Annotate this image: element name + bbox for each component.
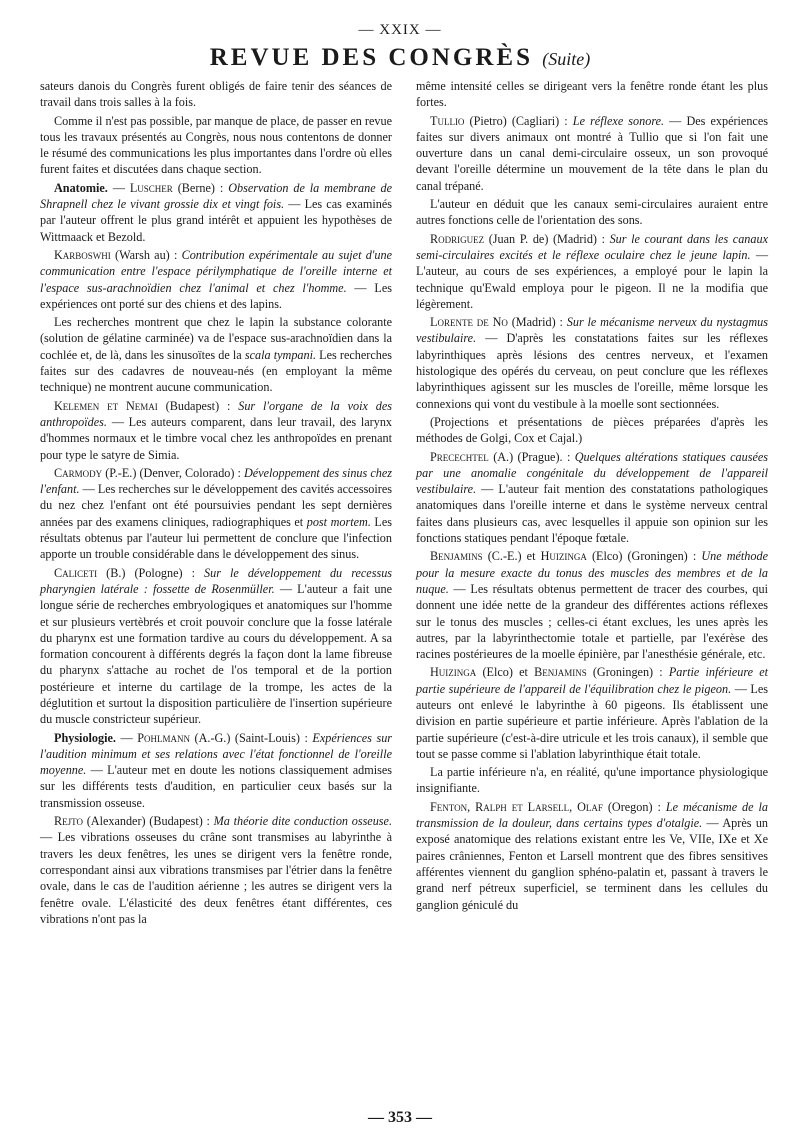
- paragraph: [40, 314, 392, 395]
- entry-text: — Des expériences faites sur divers animaux ont montré à Tullio que si l'on fait une ouverture dans un canal demi-circulaire osseux, un son provoqué devant l'oreille détermine un mouvement de la tête dans le plan du canal trépané.: [416, 113, 768, 193]
- entry-title: Sur le courant dans les canaux semi-circulaires excités et le réflexe oculaire chez le jeune lapin.: [416, 231, 768, 262]
- author-city: (Alexander) (Budapest) :: [86, 814, 210, 829]
- entry-carmody: [40, 465, 392, 563]
- author-city: (Berne) :: [177, 180, 224, 195]
- entry-title: Le mécanisme de la transmission de la douleur, dans certains types d'otalgie.: [416, 799, 768, 831]
- author-city: (P.-E.) (Denver, Colorado) :: [105, 465, 241, 480]
- paragraph: Comme il n'est pas possible, par manque de place, de passer en revue tous les travaux présentés au Congrès, nous nous contentons de donner le résumé des communications les plus importantes dans l'ordre où elles furent faites et discutées dans chaque section.: [40, 113, 392, 177]
- section-heading-physiologie: Physiologie.: [54, 730, 116, 745]
- author-name: Caliceti: [54, 565, 98, 580]
- author-city: (Budapest) :: [165, 398, 231, 413]
- author-name: Rodriguez: [430, 231, 485, 246]
- entry-text: — D'après les constatations faites sur les réflexes labyrinthiques après lésions des centres nerveux, et l'examen histologique des opérés du cerveau, on peut conclure que les réflexes labyrinthiques agissent sur les muscles de l'oreille, même lorsque les connexions qui vont du vestibule à la moelle sont sectionnées.: [416, 331, 769, 411]
- left-column: [40, 78, 392, 927]
- author-name: Precechtel: [430, 449, 489, 464]
- entry-precechtel: [416, 449, 768, 547]
- author-city: (Groningen) :: [592, 665, 663, 680]
- entry-title: Expériences sur l'audition minimum et ses relations avec l'état fonctionnel de l'oreille moyenne.: [40, 730, 393, 778]
- author-name: Fenton, Ralph et Larsell, Olaf: [430, 799, 603, 814]
- section-heading-anatomie: Anatomie.: [54, 180, 108, 195]
- entry-text: — L'auteur met en doute les notions classiquement admises sur les différents tests d'audition, en particulier ceux basés sur la transmission osseuse.: [40, 763, 392, 810]
- entry-pohlmann: Physiologie. — Pohlmann (A.-G.) (Saint-Louis) : Expériences sur l'audition minimum et ses relations avec l'état fonctionnel de l'oreille moyenne. — L'auteur met en doute les notions classiquement admises sur les différents tests d'audition, en particulier ceux basés sur la transmission osseuse.: [40, 730, 393, 810]
- entry-title: Contribution expérimentale au sujet d'une communication entre l'espace périlymphatique de l'oreille interne et l'espace sus-arachnoïdien chez l'animal et chez l'homme.: [40, 247, 393, 295]
- entry-text: — L'auteur fait mention des constatations pathologiques anatomiques dans l'oreille interne et dans le système nerveux central faites dans plusieurs cas, avec lesquelles il appuie son opinion sur les fonctions statiques pendant l'époque fœtale.: [416, 482, 769, 546]
- author-name: Benjamins: [430, 549, 483, 564]
- paragraph: La partie inférieure n'a, en réalité, qu'une importance physiologique insignifiante.: [416, 765, 768, 796]
- author-name: Luscher: [129, 180, 173, 195]
- entry-title: Le réflexe sonore.: [572, 113, 665, 128]
- text-span: Les recherches faites sur des cadavres de nouveau-nés (en employant la même technique) ne montrent aucune communication.: [40, 347, 392, 395]
- entry-title: Partie inférieure et partie supérieure de l'appareil de l'équilibration chez le pigeon.: [416, 665, 769, 696]
- author-city: (Madrid) :: [511, 315, 563, 330]
- author-city: (Elco) (Groningen) :: [591, 549, 697, 564]
- page-number-roman: — XXIX —: [358, 22, 442, 38]
- entry-text: — Les auteurs ont enlevé le labyrinthe à 60 pigeons. Ils établissent une division en partie supérieure et partie inférieure. Après l'ablation de la partie supérieure (c'est-à-dire utricule et les trois canaux), il semble que tout se passe comme si l'ablation labyrinthique était totale.: [416, 681, 768, 761]
- entry-karboswhi: [40, 247, 392, 312]
- text-emphasis: scala tympani.: [244, 347, 317, 362]
- paragraph: sateurs danois du Congrès furent obligés de faire tenir des séances de travail dans trois salles à la fois.: [40, 79, 392, 110]
- paragraph: (Projections et présentations de pièces préparées d'après les méthodes de Golgi, Cox et Cajal.): [416, 414, 768, 446]
- author-name: Pohlmann: [137, 730, 190, 745]
- author-name: Karboswhi: [54, 247, 111, 262]
- entry-text: — L'auteur, au cours de ses expériences, a employé pour le lapin la technique qu'Ewald employa pour le pigeon. Il ne la modifia que légèrement.: [416, 247, 768, 311]
- entry-title: Ma théorie dite conduction osseuse.: [213, 814, 393, 829]
- entry-text: — Les recherches sur le développement des cavités accessoires du nez chez l'enfant ont été poursuivies pendant les sept dernières années par des examens cliniques, radiographiques et: [40, 482, 392, 529]
- author-name: Huizinga: [540, 549, 587, 564]
- page-number: — 353 —: [368, 1109, 432, 1126]
- author-city: (Pietro) (Cagliari) :: [469, 113, 568, 128]
- page-title: [0, 44, 800, 72]
- title-text: REVUE DES CONGRÈS: [209, 44, 534, 71]
- entry-title: Sur le développement du recessus pharyngien latérale : fossette de Rosenmüller.: [40, 565, 393, 596]
- entry-caliceti: [40, 565, 392, 728]
- author-city: (Warsh au) :: [115, 247, 178, 262]
- author-name: Tullio: [430, 113, 465, 128]
- entry-text: — L'auteur a fait une longue série de recherches embryologiques et anatomiques sur l'homme et sur plusieurs vertèbrés et croit pouvoir conclure que la fosse latérale du pharynx est une formation tardive au cours du développement. A sa formation concourent à différents degrés la façon dont la lame fibreuse du pharynx s'attache au rochet de l'os temporal et de la portion postérieure et interne du cartilage de la trompe, les actes de la déglutition et surtout la disposition particulière de l'insertion supérieure du muscle constricteur supérieur.: [40, 581, 393, 727]
- right-column: [416, 78, 768, 913]
- author-name: Carmody: [54, 465, 103, 480]
- entry-title: Une méthode pour la mesure exacte du tonus des muscles des membres et de la nuque.: [416, 549, 768, 596]
- paragraph: même intensité celles se dirigeant vers la fenêtre ronde étant les plus fortes.: [416, 79, 768, 110]
- entry-text: — Les cas examinés par l'auteur offrent le plus grand intérêt et appuient les hypothèses de Wittmaack et Bezold.: [40, 197, 393, 244]
- entry-text: — Les résultats obtenus permettent de tracer des courbes, qui donnent une idée nette de la grandeur des différentes actions réflexes sur le tonus des muscles ; celles-ci étant exclues, les unes après les autres, par la labyrinthectomie totale et partielle, par l'exérèse des racines postérieures de la moelle épinière, par l'anesthésie générale, etc.: [416, 581, 768, 662]
- entry-title: Sur le mécanisme nerveux du nystagmus vestibulaire.: [416, 315, 768, 346]
- author-name: Huizinga: [430, 665, 477, 680]
- author-city: (Juan P. de) (Madrid) :: [488, 231, 605, 246]
- entry-huizinga: [416, 664, 768, 762]
- author-name: Rejto: [54, 814, 83, 829]
- text-span: Les recherches montrent que chez le lapin la substance colorante (solution de gélatine carminée) va de l'espace sus-arachnoïdien dans la cochlée et, de là, dans les sinusoïtes de la: [40, 315, 392, 362]
- entry-title: Sur l'organe de la voix des anthropoïdes.: [40, 398, 393, 429]
- title-suite: (Suite): [542, 49, 591, 69]
- entry-tullio: [416, 113, 768, 194]
- entry-text: — Après un exposé anatomique des relations existant entre les Ve, VIIe, IXe et Xe paires crâniennes, Fenton et Larsell montrent que des fibres sensitives afférentes viennent du ganglion sphéno-palatin et, passant à travers le grand nerf pétreux superficiel, se terminent dans les cellules du ganglion géniculé du: [416, 816, 769, 912]
- entry-luscher: Anatomie. — Luscher (Berne) : Observation de la membrane de Shrapnell chez le vivant grossie dix et vingt fois. — Les cas examinés par l'auteur offrent le plus grand intérêt et appuient les hypothèses de Wittmaack et Bezold.: [40, 180, 393, 244]
- author-name: Benjamins: [534, 665, 587, 680]
- entry-kelemen: [40, 398, 392, 463]
- author-name: Kelemen et Nemai: [54, 398, 158, 413]
- paragraph: L'auteur en déduit que les canaux semi-circulaires auraient entre autres fonctions celle de l'orientation des sons.: [416, 197, 768, 228]
- entry-benjamins: [416, 548, 768, 662]
- entry-text: — Les expériences ont porté sur des chiens et des lapins.: [40, 280, 392, 311]
- author-city: (Oregon) :: [607, 799, 661, 814]
- author-city: (A.-G.) (Saint-Louis) :: [194, 730, 308, 745]
- entry-rodriguez: [416, 231, 768, 312]
- text-emphasis: post mortem.: [306, 514, 371, 529]
- entry-lorente-de-no: [416, 314, 768, 412]
- entry-text: Les résultats obtenus par l'auteur lui permettent de conclure que l'infection apporte un trouble considérable dans le développement des sinus.: [40, 514, 393, 562]
- author-city: (B.) (Pologne) :: [106, 565, 195, 580]
- entry-text: — Les auteurs comparent, dans leur travail, des larynx d'hommes normaux et le timbre vocal chez les anthropoïdes en prenant pour type le satyre de Simia.: [40, 414, 393, 462]
- author-city: (A.) (Prague). :: [493, 449, 571, 464]
- entry-rejto: [40, 813, 392, 927]
- entry-fenton: [416, 799, 768, 913]
- author-city: (Elco) et: [482, 665, 528, 680]
- entry-text: — Les vibrations osseuses du crâne sont transmises au labyrinthe à travers les deux fenêtres, les unes se dirigent vers la fenêtre ronde, correspondant ainsi aux vibrations transmises par l'étrier dans la fenêtre ovale, dans le cas de l'audition aérienne ; les autres se dirigent vers la fenêtre ovale. L'élasticité des deux fenêtres étant différentes, ces vibrations n'ont pas la: [40, 830, 392, 926]
- entry-title: Quelques altérations statiques causées par une anomalie congénitale du développement de l'appareil vestibulaire.: [416, 449, 769, 497]
- author-name: Lorente de No: [430, 315, 508, 330]
- entry-title: Observation de la membrane de Shrapnell chez le vivant grossie dix et vingt fois.: [40, 180, 393, 212]
- entry-title: Développement des sinus chez l'enfant.: [40, 465, 393, 497]
- author-city: (C.-E.) et: [487, 549, 536, 564]
